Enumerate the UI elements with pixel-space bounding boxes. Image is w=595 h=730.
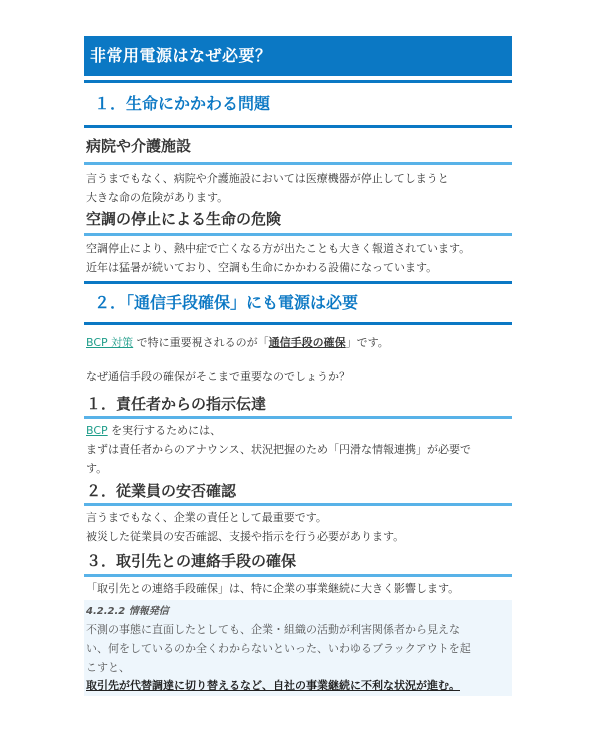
subheading-instructions: １．責任者からの指示伝達 — [84, 389, 512, 419]
subheading-safety: ２．従業員の安否確認 — [84, 478, 512, 506]
intro-text-end: 」です。 — [345, 336, 389, 349]
quote-line: こすと、 — [86, 661, 130, 674]
subheading-partners: ３．取引先との連絡手段の確保 — [84, 546, 512, 577]
page-title: 非常用電源はなぜ必要？ — [84, 36, 512, 76]
paragraph-line: 空調停止により、熱中症で亡くなる方が出たことも大きく報道されています。 — [86, 242, 471, 255]
quote-emphasis: 取引先が代替調達に切り替えるなど、自社の事業継続に不利な状況が進む。 — [86, 679, 460, 692]
paragraph-line — [86, 421, 512, 440]
paragraph-line: 言うまでもなく、企業の責任として最重要です。 — [86, 511, 327, 524]
subheading-aircon: 空調の停止による生命の危険 — [84, 207, 512, 236]
paragraph-aircon — [84, 239, 512, 277]
intro-text: で特に重要視されるのが「 — [133, 336, 269, 349]
line-rest: を実行するためには、 — [107, 424, 222, 437]
section-heading-life: １．生命にかかわる問題 — [84, 80, 512, 128]
article — [84, 36, 512, 696]
bcp-link[interactable]: BCP — [86, 424, 108, 437]
paragraph-line: 被災した従業員の安否確認、支援や指示を行う必要があります。 — [86, 530, 405, 543]
paragraph-instructions — [84, 421, 512, 478]
quote-heading: 4.2.2.2 情報発信 — [86, 606, 169, 617]
paragraph-bcp-intro — [84, 333, 512, 352]
paragraph-safety — [84, 508, 512, 546]
quote-line: い、何をしているのか全くわからないといった、いわゆるブラックアウトを起 — [86, 642, 471, 655]
paragraph-question: なぜ通信手段の確保がそこまで重要なのでしょうか？ — [86, 370, 350, 383]
paragraph-line: 大きな命の危険があります。 — [86, 191, 229, 204]
paragraph-line: 言うまでもなく、病院や介護施設においては医療機器が停止してしまうと — [86, 172, 449, 185]
paragraph-line: 近年は猛暑が続いており、空調も生命にかかわる設備になっています。 — [86, 261, 438, 274]
intro-bold: 通信手段の確保 — [268, 336, 346, 349]
quote-block — [84, 600, 512, 696]
quote-line: 不測の事態に直面したとしても、企業・組織の活動が利害関係者から見えな — [86, 623, 460, 636]
paragraph-line: まずは責任者からのアナウンス、状況把握のため「円滑な情報連携」が必要で — [86, 443, 471, 456]
section-heading-communication: ２．「通信手段確保」にも電源は必要 — [84, 281, 512, 325]
paragraph-hospital — [84, 169, 512, 207]
paragraph-line: す。 — [86, 462, 108, 475]
paragraph-partners: 「取引先との連絡手段確保」は、特に企業の事業継続に大きく影響します。 — [86, 582, 460, 595]
bcp-measures-link[interactable]: BCP 対策 — [86, 336, 134, 349]
subheading-hospital: 病院や介護施設 — [84, 128, 512, 165]
